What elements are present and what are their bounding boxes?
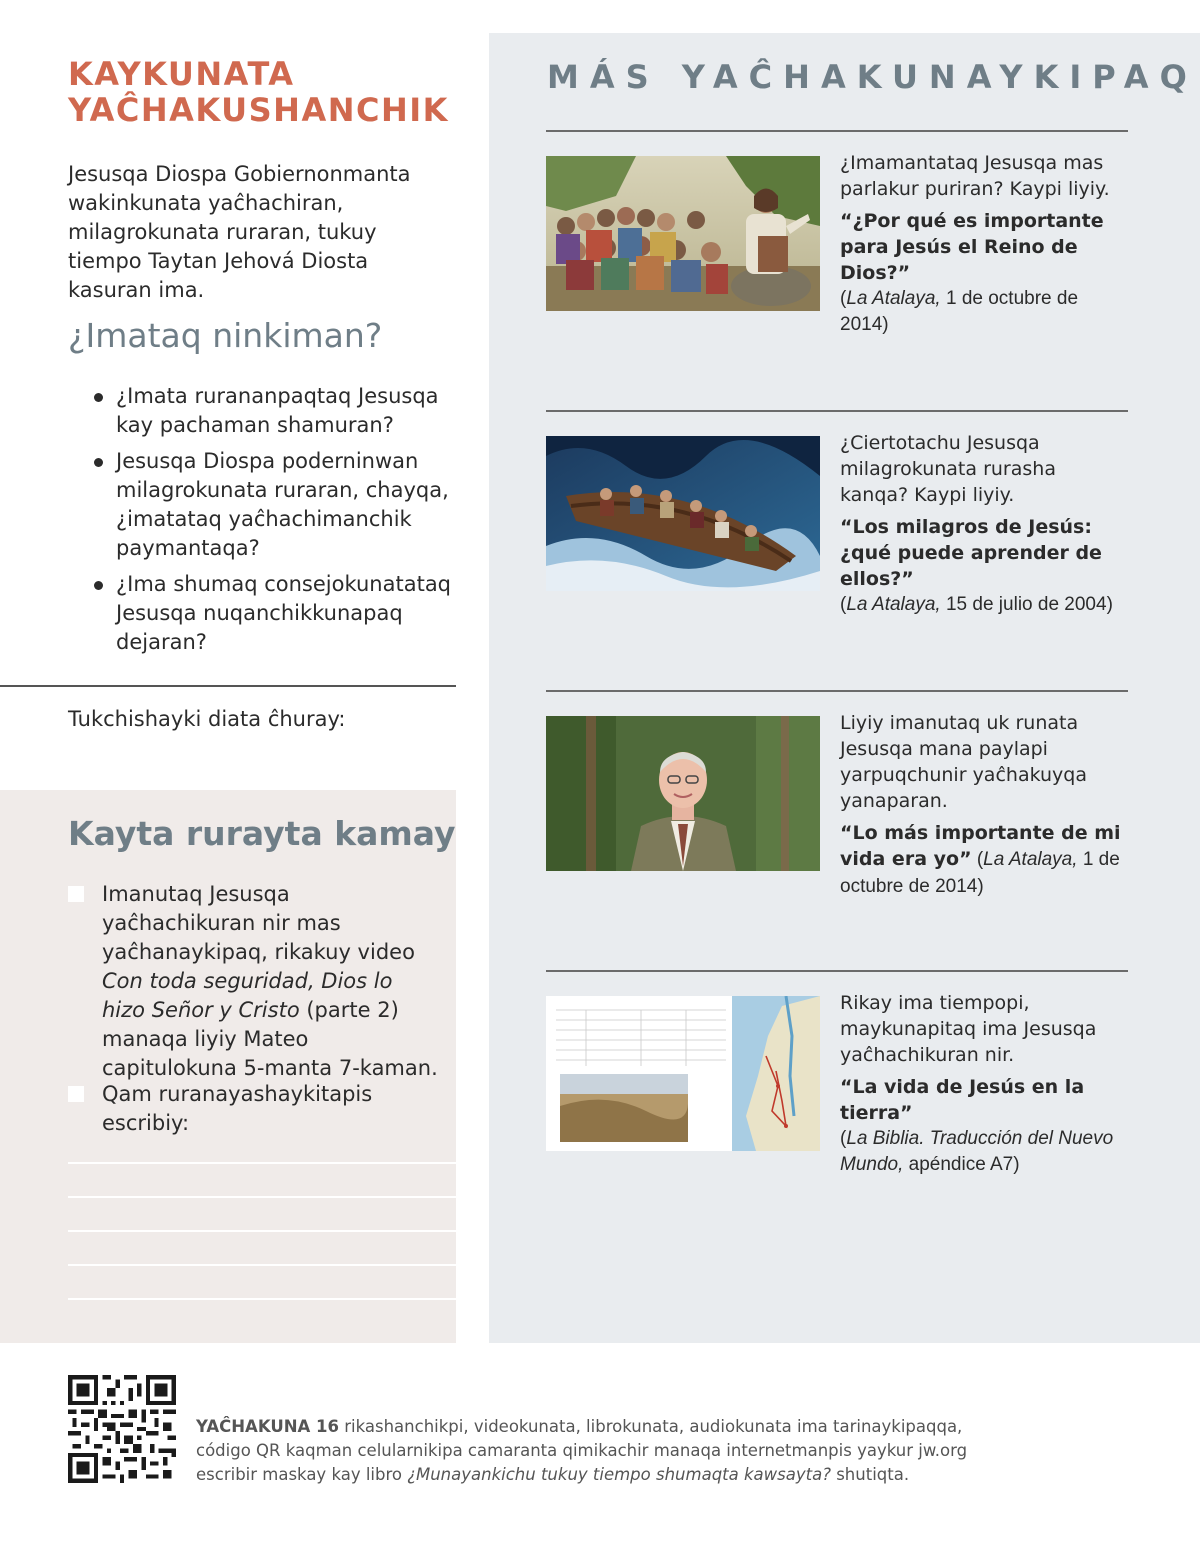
publication-name: La Atalaya, xyxy=(846,594,941,615)
article-title-link[interactable]: “Lo más importante de mi vida era yo” xyxy=(840,822,1121,870)
writing-line[interactable] xyxy=(68,1162,456,1164)
try-item-video xyxy=(68,880,438,1083)
resource-intro: ¿Ciertotachu Jesusqa milagrokunata rurasha kanqa? Kaypi liyiy. xyxy=(840,432,1056,506)
try-this-box xyxy=(0,790,456,1343)
article-title-link[interactable]: “¿Por qué es importante para Jesús el Reino de Dios?” xyxy=(840,210,1104,284)
book-title: ¿Munayankichu tukuy tiempo shumaqta kawsayta? xyxy=(407,1465,831,1484)
left-column xyxy=(0,0,456,1343)
try-item-text: Imanutaq Jesusqa yaĉhachikuran nir mas yaĉhanaykipaq, rikakuy video xyxy=(102,882,415,964)
summary-title xyxy=(68,56,448,128)
review-question-text: ¿Imata rurananpaqtaq Jesusqa kay pachaman shamuran? xyxy=(116,384,439,437)
try-item-write xyxy=(68,1080,438,1138)
try-this-title: Kayta rurayta kamay xyxy=(68,814,456,853)
publication-date: 1 de octubre de 2014) xyxy=(840,849,1120,897)
resource-intro: Liyiy imanutaq uk runata Jesusqa mana paylapi yarpuqchunir yaĉhakuyqa yanaparan. xyxy=(840,712,1087,812)
article-reference xyxy=(840,286,1130,338)
publication-name: La Atalaya, xyxy=(846,288,941,309)
checkbox[interactable] xyxy=(68,1086,84,1102)
resource-text xyxy=(840,710,1130,900)
ref-paren: ( xyxy=(840,288,847,309)
article-reference xyxy=(840,592,1130,618)
video-title: Con toda seguridad, Dios lo hizo Señor y Cristo xyxy=(102,969,393,1022)
summary-title-line2: YAĈHAKUSHANCHIK xyxy=(68,91,449,129)
ref-paren: ( xyxy=(840,594,847,615)
resource-text xyxy=(840,990,1130,1178)
checkbox[interactable] xyxy=(68,886,84,902)
footer-text xyxy=(196,1415,1016,1487)
footer-instructions-end: shutiqta. xyxy=(830,1465,910,1484)
try-item-text: (parte 2) manaqa liyiy Mateo capitulokuna 5-manta 7-kaman. xyxy=(102,998,438,1080)
jesus-teaching-crowd-image xyxy=(546,156,820,311)
qr-code-icon[interactable] xyxy=(68,1375,176,1483)
try-item-text: Qam ruranayashaykitapis escribiy: xyxy=(102,1082,373,1135)
ref-paren: ( xyxy=(840,1128,847,1149)
more-title: MÁS YAĈHAKUNAYKIPAQ xyxy=(547,58,1198,96)
ref-paren: ( xyxy=(971,849,984,870)
summary-text: Jesusqa Diospa Gobiernonmanta wakinkunata yaĉhachiran, milagrokunata ruraran, tukuy tiempo Taytan Jehová Diosta kasuran ima. xyxy=(68,162,411,302)
writing-line[interactable] xyxy=(68,1230,456,1232)
divider xyxy=(546,690,1128,692)
review-question xyxy=(68,447,453,563)
article-reference xyxy=(840,1126,1130,1178)
man-portrait-image xyxy=(546,716,820,871)
publication-name: La Biblia. Traducción del Nuevo Mundo, xyxy=(840,1128,1114,1175)
bullet-icon xyxy=(94,458,103,467)
review-question xyxy=(68,570,453,657)
writing-lines[interactable] xyxy=(68,1162,456,1332)
article-title-link[interactable]: “Los milagros de Jesús: ¿qué puede aprender de ellos?” xyxy=(840,516,1102,590)
publication-name: La Atalaya, xyxy=(983,849,1078,870)
divider xyxy=(546,970,1128,972)
divider xyxy=(0,685,456,687)
review-question-list xyxy=(68,382,453,664)
jesus-calming-storm-image xyxy=(546,436,820,591)
publication-date: 15 de julio de 2004) xyxy=(940,594,1113,615)
writing-line[interactable] xyxy=(68,1196,456,1198)
summary-title-line1: KAYKUNATA xyxy=(68,55,295,93)
lesson-number: YAĈHAKUNA 16 xyxy=(196,1417,340,1436)
resource-text xyxy=(840,150,1130,338)
bullet-icon xyxy=(94,393,103,402)
resource-text xyxy=(840,430,1130,618)
goal-date-label: Tukchishayki diata ĉhuray: xyxy=(68,707,346,731)
article-line xyxy=(840,820,1130,900)
article-title-link[interactable]: “La vida de Jesús en la tierra” xyxy=(840,1076,1085,1124)
more-learning-panel xyxy=(489,33,1200,1343)
resource-intro: ¿Imamantataq Jesusqa mas parlakur puriran? Kaypi liyiy. xyxy=(840,152,1110,200)
bullet-icon xyxy=(94,581,103,590)
writing-line[interactable] xyxy=(68,1264,456,1266)
review-question xyxy=(68,382,453,440)
divider xyxy=(546,130,1128,132)
publication-date: apéndice A7) xyxy=(903,1154,1020,1175)
map-and-timeline-image xyxy=(546,996,820,1151)
review-title: ¿Imataq ninkiman? xyxy=(68,316,383,355)
writing-line[interactable] xyxy=(68,1298,456,1300)
review-question-text: ¿Ima shumaq consejokunatataq Jesusqa nuqanchikkunapaq dejaran? xyxy=(116,572,452,654)
review-question-text: Jesusqa Diospa poderninwan milagrokunata ruraran, chayqa, ¿imatataq yaĉhachimanchik paymantaqa? xyxy=(116,449,449,560)
publication-date: 1 de octubre de 2014) xyxy=(840,288,1079,335)
footer xyxy=(0,1343,1200,1543)
divider xyxy=(546,410,1128,412)
footer-instructions: rikashanchikpi, videokunata, librokunata, audiokunata ima tarinaykipaqqa, código QR kaqman celularnikipa camaranta qimikachir manaqa internetmanpis yaykur jw.org escribir maskay kay libro xyxy=(196,1417,968,1484)
resource-intro: Rikay ima tiempopi, maykunapitaq ima Jesusqa yaĉhachikuran nir. xyxy=(840,992,1097,1066)
